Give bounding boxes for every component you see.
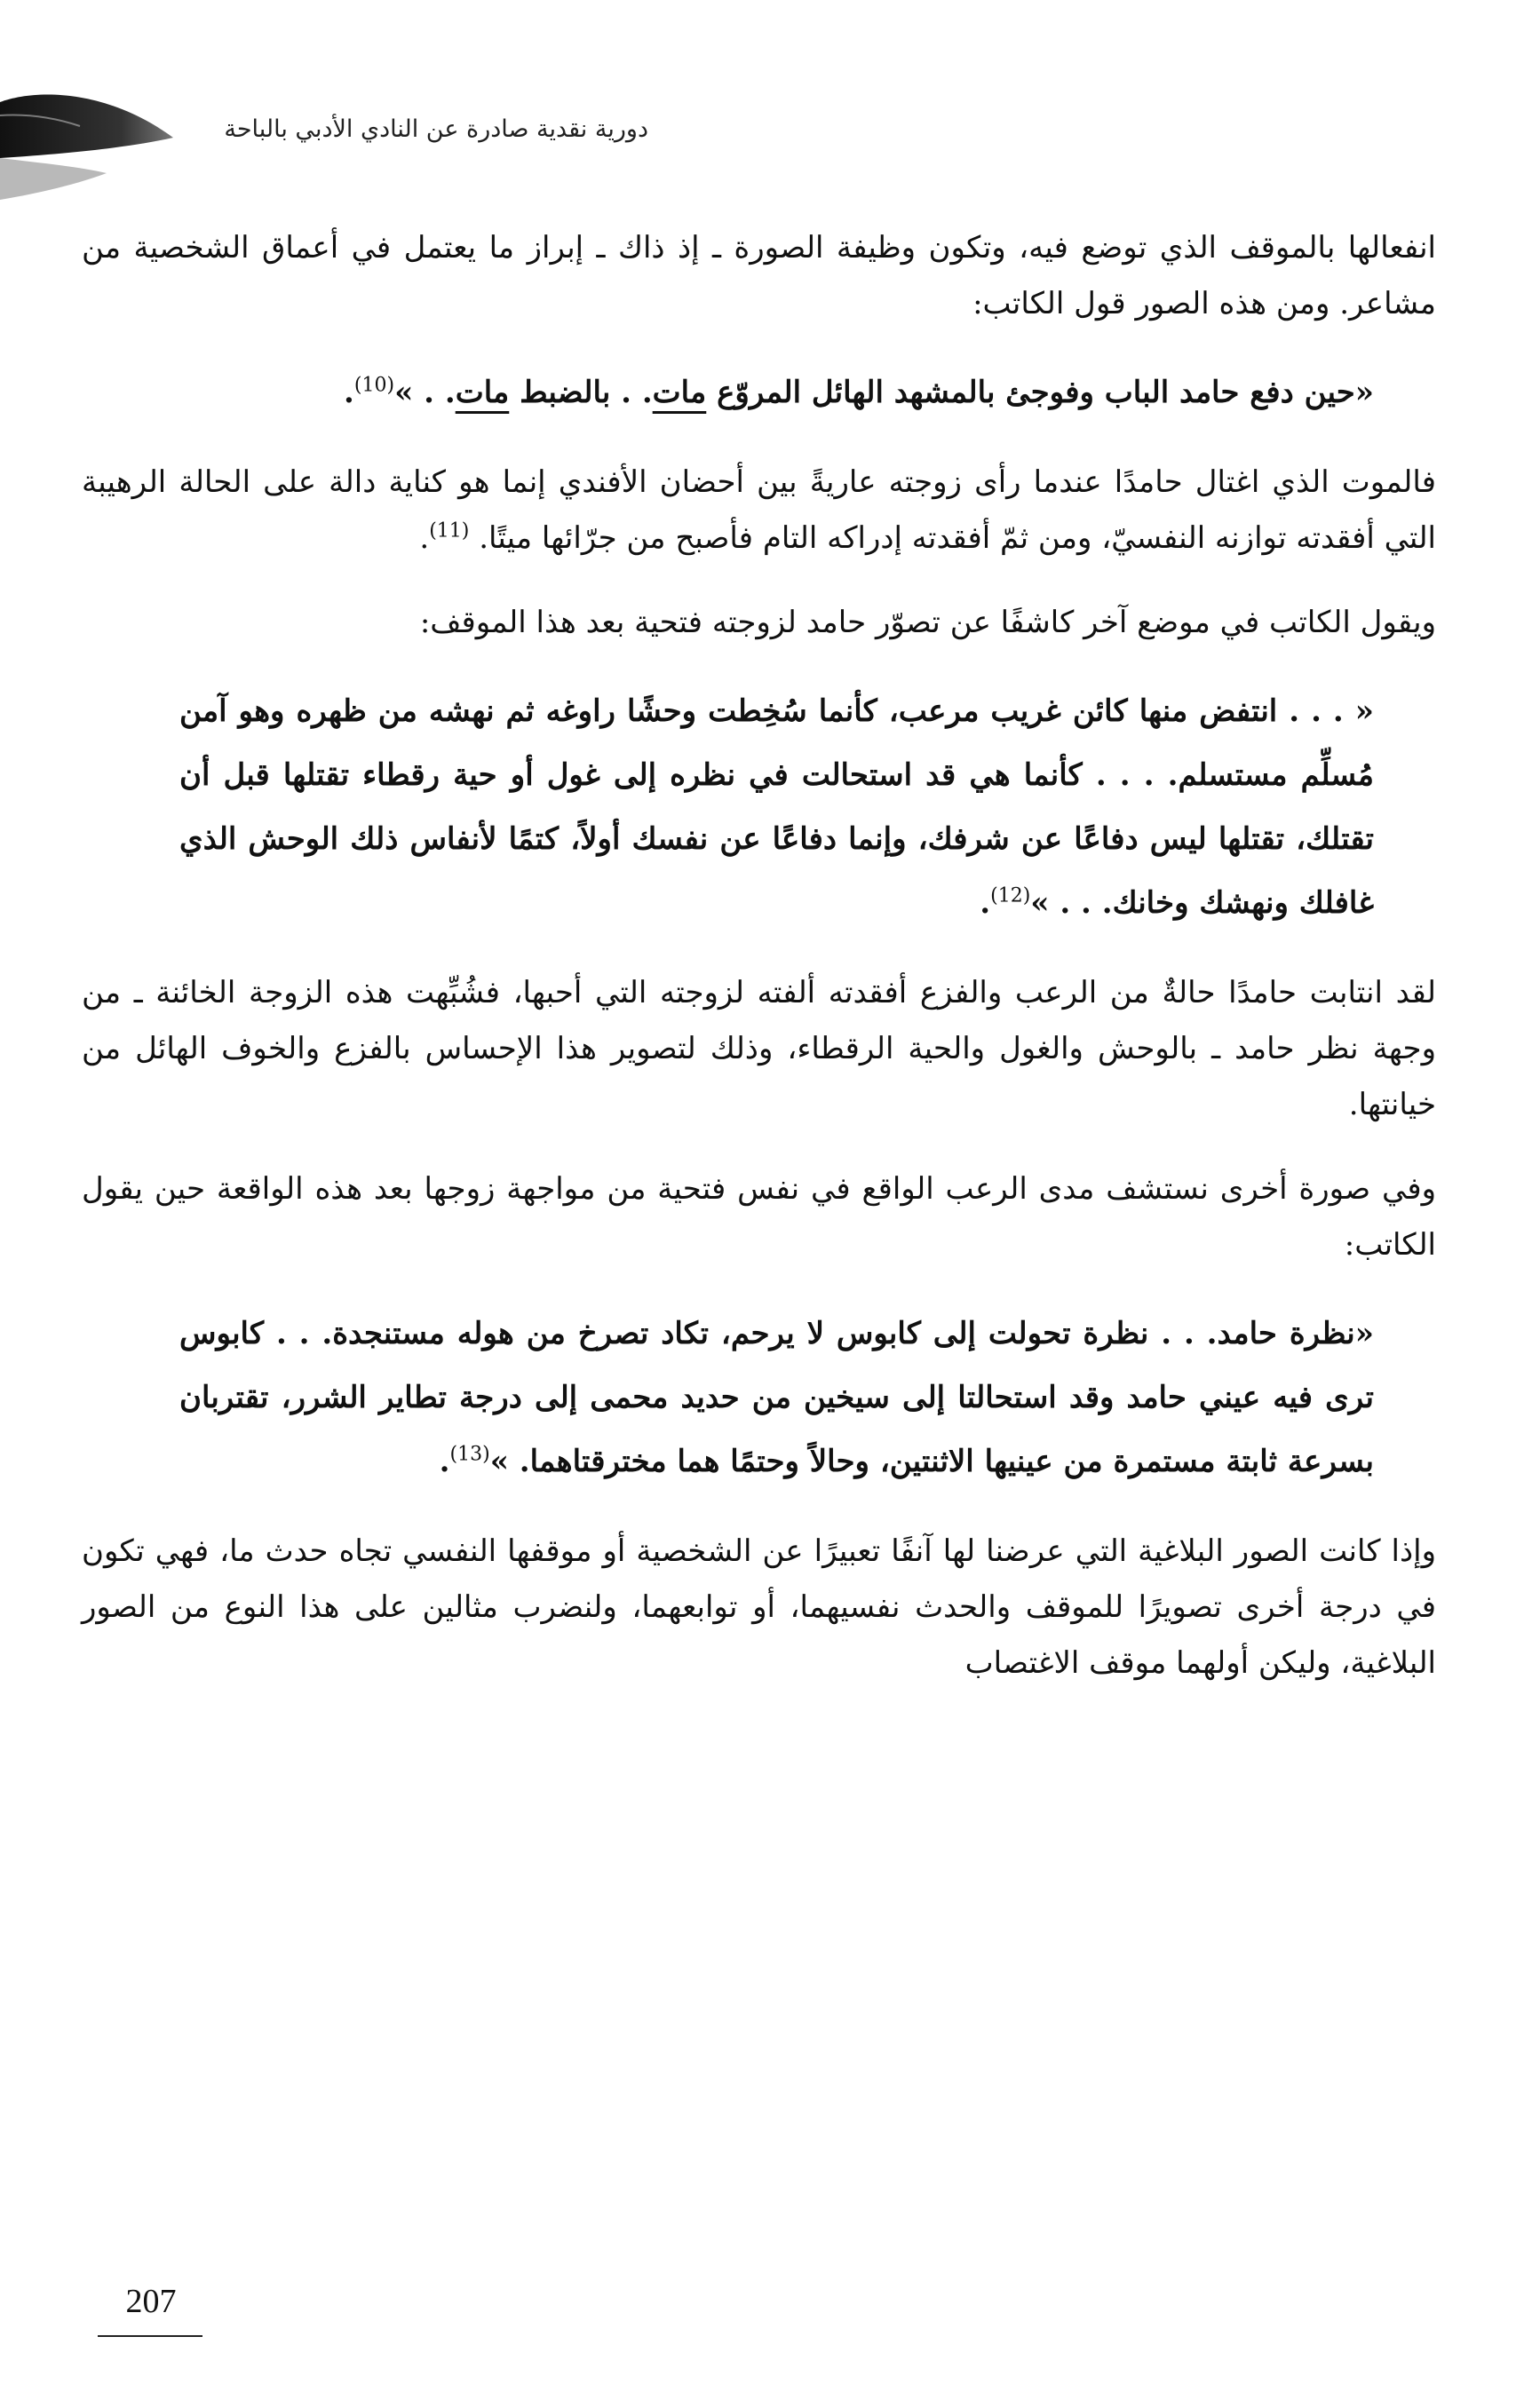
quote-1-text-b: . . بالضبط — [520, 375, 653, 410]
quote-1-underlined-word-2: مات — [455, 375, 510, 410]
quote-2: « . . . انتفض منها كائن غريب مرعب، كأنما سُخِطت وحشًا راوغه ثم نهشه من ظهره وهو آمن مُسلِّم مستسلم. . . . كأنما هي قد استحالت في نظره إلى غول أو حية رقطاء تقتلها قبل أن تقتلك، تقتلها ليس دفاعًا عن شرفك، وإنما دفاعًا عن نفسك أولاً، كتمًا لأنفاس ذلك الوحش الذي غافلك ونهشك وخانك. . . »$^{(12)}$. — [179, 693, 1374, 921]
quote-1-underlined-word-1: مات — [652, 375, 707, 410]
quote-3-text: «نظرة حامد. . . نظرة تحولت إلى كابوس لا يرحم، تكاد تصرخ من هوله مستنجدة. . . كابوس ترى فيه عيني حامد وقد استحالتا إلى سيخين من حديد محمى إلى درجة تطاير الشرر، تقتربان بسرعة ثابتة مستمرة من عينيها الاثنتين، وحالاً وحتمًا هما مخترقتاهما. » — [179, 1316, 1374, 1479]
footnote-ref-10: (10) — [353, 374, 395, 397]
footnote-ref-12: (12) — [990, 884, 1031, 907]
journal-running-header: دورية نقدية صادرة عن النادي الأدبي بالباحة — [224, 115, 648, 143]
paragraph-1: انفعالها بالموقف الذي توضع فيه، وتكون وظيفة الصورة ـ إذ ذاك ـ إبراز ما يعتمل في أعماق الشخصية من مشاعر. ومن هذه الصور قول الكاتب: — [82, 230, 1436, 321]
quote-1-text-c: . . » — [394, 375, 456, 410]
footer-rule — [98, 2335, 202, 2337]
quote-1: «حين دفع حامد الباب وفوجئ بالمشهد الهائل المروّع مات. . بالضبط مات. . »$^{(10)}$. — [344, 374, 1374, 410]
paragraph-2-text: فالموت الذي اغتال حامدًا عندما رأى زوجته عاريةً بين أحضان الأفندي إنما هو كناية دالة على الحالة الرهيبة التي أفقدته توازنه النفسيّ، ومن ثمّ أفقدته إدراكه التام فأصبح من جرّائها ميتًا. — [82, 464, 1436, 556]
paragraph-2: فالموت الذي اغتال حامدًا عندما رأى زوجته عاريةً بين أحضان الأفندي إنما هو كناية دالة على الحالة الرهيبة التي أفقدته توازنه النفسيّ، ومن ثمّ أفقدته إدراكه التام فأصبح من جرّائها ميتًا. $^{(11)}$. — [82, 464, 1436, 556]
paragraph-6: وإذا كانت الصور البلاغية التي عرضنا لها آنفًا تعبيرًا عن الشخصية أو موقفها النفسي تجاه حدث ما، فهي تكون في درجة أخرى تصويرًا للموقف والحدث نفسيهما، أو توابعهما، ولنضرب مثالين على هذا النوع من الصور البلاغية، وليكن أولهما موقف الاغتصاب — [82, 1533, 1436, 1681]
paragraph-3: ويقول الكاتب في موضع آخر كاشفًا عن تصوّر حامد لزوجته فتحية بعد هذا الموقف: — [419, 605, 1436, 640]
paragraph-5: وفي صورة أخرى نستشف مدى الرعب الواقع في نفس فتحية من مواجهة زوجها بعد هذه الواقعة حين يقول الكاتب: — [82, 1171, 1436, 1263]
page-number: 207 — [125, 2283, 177, 2320]
paragraph-4: لقد انتابت حامدًا حالةٌ من الرعب والفزع أفقدته ألفته لزوجته التي أحبها، فشُبِّهت هذه الزوجة الخائنة ـ من وجهة نظر حامد ـ بالوحش والغول والحية الرقطاء، وذلك لتصوير هذا الإحساس بالفزع والخوف الهائل من خيانتها. — [82, 975, 1436, 1122]
footnote-ref-11: (11) — [429, 519, 470, 543]
footnote-ref-13: (13) — [449, 1443, 490, 1466]
header-ornament-graphic — [0, 53, 178, 204]
quote-1-text-a: «حين دفع حامد الباب وفوجئ بالمشهد الهائل المروّع — [717, 375, 1374, 410]
quote-3: «نظرة حامد. . . نظرة تحولت إلى كابوس لا يرحم، تكاد تصرخ من هوله مستنجدة. . . كابوس ترى فيه عيني حامد وقد استحالتا إلى سيخين من حديد محمى إلى درجة تطاير الشرر، تقتربان بسرعة ثابتة مستمرة من عينيها الاثنتين، وحالاً وحتمًا هما مخترقتاهما. »$^{(13)}$. — [179, 1316, 1374, 1479]
article-body — [82, 220, 1436, 1720]
quote-2-text: « . . . انتفض منها كائن غريب مرعب، كأنما سُخِطت وحشًا راوغه ثم نهشه من ظهره وهو آمن مُسلِّم مستسلم. . . . كأنما هي قد استحالت في نظره إلى غول أو حية رقطاء تقتلها قبل أن تقتلك، تقتلها ليس دفاعًا عن شرفك، وإنما دفاعًا عن نفسك أولاً، كتمًا لأنفاس ذلك الوحش الذي غافلك ونهشك وخانك. . . » — [179, 693, 1374, 921]
